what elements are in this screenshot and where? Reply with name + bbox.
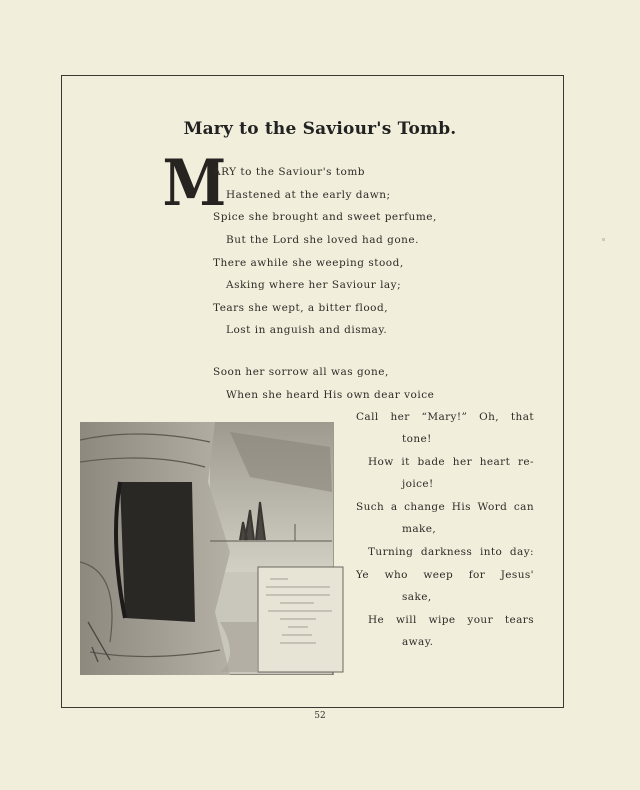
poem-line: ARY to the Saviour's tomb	[213, 166, 366, 178]
poem-word: Turning	[368, 546, 414, 558]
drop-cap: M	[162, 146, 227, 221]
poem-word: Such	[356, 501, 385, 513]
poem-line: But the Lord she loved had gone.	[226, 234, 419, 246]
poem-line: Hastened at the early dawn;	[226, 189, 391, 201]
tomb-illustration	[80, 422, 345, 675]
poem-word: Oh,	[479, 411, 500, 423]
poem-line: away.	[402, 636, 434, 648]
poem-line: Asking where her Saviour lay;	[226, 279, 402, 291]
poem-word: who	[384, 569, 408, 581]
poem-line: Tears she wept, a bitter flood,	[213, 302, 389, 314]
poem-word: it	[401, 456, 410, 468]
poem-line	[368, 546, 534, 558]
poem-line	[356, 501, 534, 513]
poem-line: tone!	[402, 433, 432, 445]
poem-line: Spice she brought and sweet perfume,	[213, 211, 437, 223]
poem-title: Mary to the Saviour's Tomb.	[183, 119, 457, 139]
poem-word: “Mary!”	[421, 411, 468, 423]
poem-word: re-	[517, 456, 534, 468]
poem-line	[356, 411, 534, 423]
poem-word: tears	[504, 614, 534, 626]
poem-word: for	[468, 569, 486, 581]
poem-word: bade	[417, 456, 446, 468]
poem-word: that	[510, 411, 534, 423]
poem-word: His	[451, 501, 471, 513]
poem-word: her	[452, 456, 472, 468]
page-number: 52	[314, 711, 326, 721]
poem-line: When she heard His own dear voice	[226, 389, 435, 401]
poem-word: Ye	[356, 569, 370, 581]
poem-word: will	[396, 614, 417, 626]
poem-word: weep	[423, 569, 454, 581]
poem-line	[368, 456, 534, 468]
poem-word: darkness	[420, 546, 473, 558]
poem-word: Word	[477, 501, 508, 513]
poem-word: her	[390, 411, 410, 423]
poem-line: make,	[402, 523, 437, 535]
poem-line: There awhile she weeping stood,	[213, 257, 404, 269]
poem-word: Jesus'	[500, 569, 534, 581]
poem-word: He	[368, 614, 385, 626]
paper-speck	[602, 238, 605, 241]
poem-line	[368, 614, 534, 626]
poem-word: change	[404, 501, 446, 513]
poem-word: How	[368, 456, 394, 468]
poem-word: into	[479, 546, 503, 558]
poem-word: heart	[479, 456, 511, 468]
poem-word: wipe	[428, 614, 456, 626]
poem-line: Soon her sorrow all was gone,	[213, 366, 389, 378]
poem-word: your	[467, 614, 493, 626]
poem-line: sake,	[402, 591, 432, 603]
poem-word: day:	[509, 546, 534, 558]
poem-line: joice!	[402, 478, 434, 490]
poem-word: can	[513, 501, 534, 513]
poem-word: a	[390, 501, 398, 513]
poem-line	[356, 569, 534, 581]
poem-word: Call	[356, 411, 379, 423]
poem-line: Lost in anguish and dismay.	[226, 324, 388, 336]
